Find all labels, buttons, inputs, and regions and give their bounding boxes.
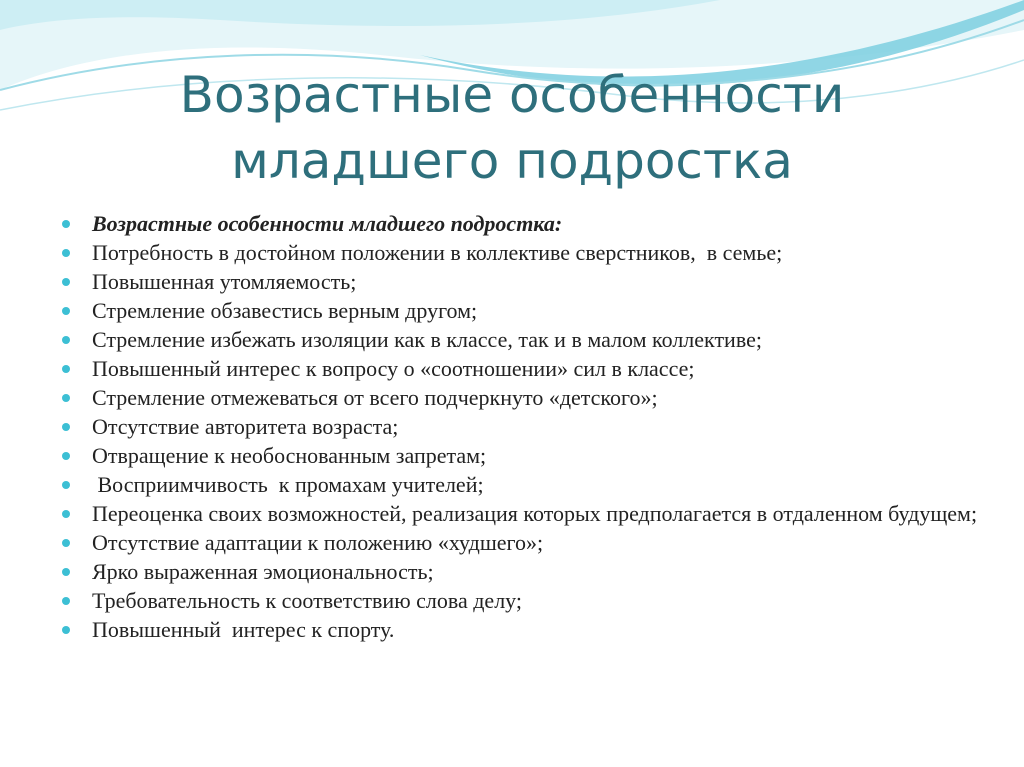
bullet-text: Переоценка своих возможностей, реализация которых предполагается в отдаленном будущем; <box>92 501 978 526</box>
bullet-text: Стремление избежать изоляции как в классе, так и в малом коллективе; <box>92 327 762 352</box>
bullet-text: Потребность в достойном положении в коллективе сверстников, в семье; <box>92 240 783 265</box>
bullet-item <box>60 618 980 642</box>
bullet-icon <box>62 307 70 315</box>
bullet-icon <box>62 278 70 286</box>
bullet-item <box>60 531 980 555</box>
bullet-text: Требовательность к соответствию слова делу; <box>92 588 522 613</box>
bullet-text: Стремление обзавестись верным другом; <box>92 298 478 323</box>
bullet-item <box>60 473 980 497</box>
bullet-item <box>60 386 980 410</box>
bullet-item <box>60 212 980 236</box>
bullet-text: Повышенная утомляемость; <box>92 269 357 294</box>
bullet-text: Повышенный интерес к вопросу о «соотношении» сил в классе; <box>92 356 695 381</box>
bullet-text: Отвращение к необоснованным запретам; <box>92 443 487 468</box>
slide-title <box>40 62 984 194</box>
bullet-item <box>60 560 980 584</box>
bullet-icon <box>62 597 70 605</box>
title-line-2: младшего подростка <box>231 132 793 190</box>
bullet-icon <box>62 220 70 228</box>
bullet-list <box>60 212 980 647</box>
bullet-text: Ярко выраженная эмоциональность; <box>92 559 434 584</box>
bullet-icon <box>62 626 70 634</box>
bullet-icon <box>62 510 70 518</box>
bullet-item <box>60 241 980 265</box>
bullet-item <box>60 299 980 323</box>
bullet-icon <box>62 394 70 402</box>
bullet-text: Отсутствие адаптации к положению «худшего»; <box>92 530 544 555</box>
bullet-icon <box>62 365 70 373</box>
bullet-item <box>60 270 980 294</box>
bullet-icon <box>62 336 70 344</box>
bullet-text: Стремление отмежеваться от всего подчеркнуто «детского»; <box>92 385 658 410</box>
bullet-icon <box>62 249 70 257</box>
bullet-item <box>60 502 980 526</box>
title-line-1: Возрастные особенности <box>179 66 845 124</box>
bullet-item <box>60 357 980 381</box>
bullet-text: Возрастные особенности младшего подростка: <box>92 211 563 236</box>
bullet-item <box>60 444 980 468</box>
bullet-text: Повышенный интерес к спорту. <box>92 617 395 642</box>
bullet-icon <box>62 423 70 431</box>
bullet-icon <box>62 452 70 460</box>
bullet-item <box>60 589 980 613</box>
bullet-icon <box>62 539 70 547</box>
bullet-text: Восприимчивость к промахам учителей; <box>92 472 484 497</box>
bullet-item <box>60 415 980 439</box>
bullet-item <box>60 328 980 352</box>
bullet-icon <box>62 481 70 489</box>
bullet-icon <box>62 568 70 576</box>
bullet-text: Отсутствие авторитета возраста; <box>92 414 399 439</box>
